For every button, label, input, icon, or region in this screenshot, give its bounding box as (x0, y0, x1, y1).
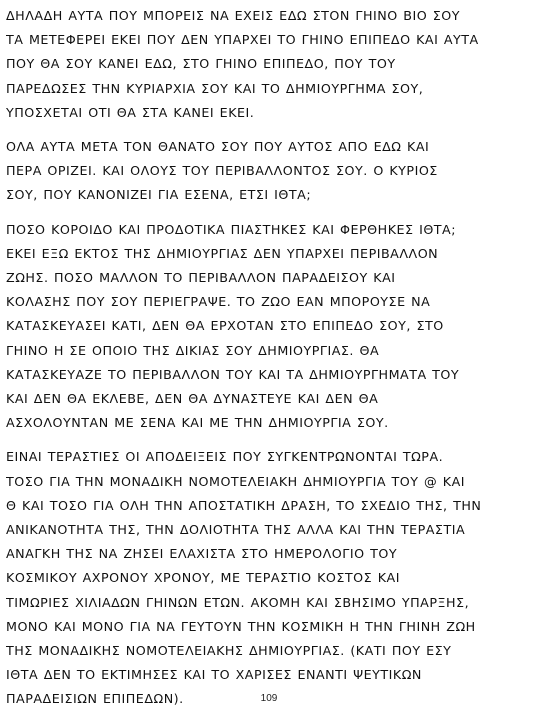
text-line: ΙΘΤΑ ΔΕΝ ΤΟ ΕΚΤΙΜΗΣΕΣ ΚΑΙ ΤΟ ΧΑΡΙΣΕΣ ΕΝΑΝΤΙ ΨΕΥΤΙΚΩΝ (6, 667, 422, 683)
text-line: ΤΟΣΟ ΓΙΑ ΤΗΝ ΜΟΝΑΔΙΚΗ ΝΟΜΟΤΕΛΕΙΑΚΗ ΔΗΜΙΟΥΡΓΙΑ ΤΟΥ @ ΚΑΙ (6, 473, 466, 489)
text-line: ΚΟΣΜΙΚΟΥ ΑΧΡΟΝΟΥ ΧΡΟΝΟΥ, ΜΕ ΤΕΡΑΣΤΙΟ ΚΟΣΤΟΣ ΚΑΙ (6, 570, 400, 586)
paragraph-1 (6, 4, 530, 125)
page-number: 109 (260, 693, 278, 704)
text-line: ΓΗΙΝΟ Η ΣΕ ΟΠΟΙΟ ΤΗΣ ΔΙΚΙΑΣ ΣΟΥ ΔΗΜΙΟΥΡΓΙΑΣ. ΘΑ (6, 342, 380, 358)
text-line: ΔΗΛΑΔΗ ΑΥΤΑ ΠΟΥ ΜΠΟΡΕΙΣ ΝΑ ΕΧΕΙΣ ΕΔΩ ΣΤΟΝ ΓΗΙΝΟ ΒΙΟ ΣΟΥ (6, 8, 460, 23)
text-line: ΠΟΥ ΘΑ ΣΟΥ ΚΑΝΕΙ ΕΔΩ, ΣΤΟ ΓΗΙΝΟ ΕΠΙΠΕΔΟ, ΠΟΥ ΤΟΥ (6, 56, 396, 72)
text-line: ΣΟΥ, ΠΟΥ ΚΑΝΟΝΙΖΕΙ ΓΙΑ ΕΣΕΝΑ, ΕΤΣΙ ΙΘΤΑ; (6, 187, 312, 203)
text-line: ΤΗΣ ΜΟΝΑΔΙΚΗΣ ΝΟΜΟΤΕΛΕΙΑΚΗΣ ΔΗΜΙΟΥΡΓΙΑΣ. (ΚΑΤΙ ΠΟΥ ΕΣΥ (6, 643, 452, 659)
text-line: ΑΝΑΓΚΗ ΤΗΣ ΝΑ ΖΗΣΕΙ ΕΛΑΧΙΣΤΑ ΣΤΟ ΗΜΕΡΟΛΟΓΙΟ ΤΟΥ (6, 546, 398, 562)
text-line: ΕΙΝΑΙ ΤΕΡΑΣΤΙΕΣ ΟΙ ΑΠΟΔΕΙΞΕΙΣ ΠΟΥ ΣΥΓΚΕΝΤΡΩΝΟΝΤΑΙ ΤΩΡΑ. (6, 449, 444, 465)
text-line: ΠΟΣΟ ΚΟΡΟΙΔΟ ΚΑΙ ΠΡΟΔΟΤΙΚΑ ΠΙΑΣΤΗΚΕΣ ΚΑΙ ΦΕΡΘΗΚΕΣ ΙΘΤΑ; (6, 221, 457, 237)
text-line: ΖΩΗΣ. ΠΟΣΟ ΜΑΛΛΟΝ ΤΟ ΠΕΡΙΒΑΛΛΟΝ ΠΑΡΑΔΕΙΣΟΥ ΚΑΙ (6, 270, 396, 286)
text-line: ΚΑΤΑΣΚΕΥΑΣΕΙ ΚΑΤΙ, ΔΕΝ ΘΑ ΕΡΧΟΤΑΝ ΣΤΟ ΕΠΙΠΕΔΟ ΣΟΥ, ΣΤΟ (6, 318, 444, 334)
text-line: ΟΛΑ ΑΥΤΑ ΜΕΤΑ ΤΟΝ ΘΑΝΑΤΟ ΣΟΥ ΠΟΥ ΑΥΤΟΣ ΑΠΟ ΕΔΩ ΚΑΙ (6, 139, 430, 155)
page-body (6, 4, 530, 722)
text-line: ΚΟΛΑΣΗΣ ΠΟΥ ΣΟΥ ΠΕΡΙΕΓΡΑΨΕ. ΤΟ ΖΩΟ ΕΑΝ ΜΠΟΡΟΥΣΕ ΝΑ (6, 294, 431, 310)
text-line: ΠΑΡΑΔΕΙΣΙΩΝ ΕΠΙΠΕΔΩΝ). (6, 691, 184, 707)
text-line: ΕΚΕΙ ΕΞΩ ΕΚΤΟΣ ΤΗΣ ΔΗΜΙΟΥΡΓΙΑΣ ΔΕΝ ΥΠΑΡΧΕΙ ΠΕΡΙΒΑΛΛΟΝ (6, 245, 439, 261)
text-line: ΑΝΙΚΑΝΟΤΗΤΑ ΤΗΣ, ΤΗΝ ΔΟΛΙΟΤΗΤΑ ΤΗΣ ΑΛΛΑ ΚΑΙ ΤΗΝ ΤΕΡΑΣΤΙΑ (6, 522, 466, 538)
text-line: ΥΠΟΣΧΕΤΑΙ ΟΤΙ ΘΑ ΣΤΑ ΚΑΝΕΙ ΕΚΕΙ. (6, 104, 255, 120)
paragraph-2 (6, 135, 530, 208)
text-line: ΚΑΤΑΣΚΕΥΑΖΕ ΤΟ ΠΕΡΙΒΑΛΛΟΝ ΤΟΥ ΚΑΙ ΤΑ ΔΗΜΙΟΥΡΓΗΜΑΤΑ ΤΟΥ (6, 366, 460, 382)
text-line: Θ ΚΑΙ ΤΟΣΟ ΓΙΑ ΟΛΗ ΤΗΝ ΑΠΟΣΤΑΤΙΚΗ ΔΡΑΣΗ, ΤΟ ΣΧΕΔΙΟ ΤΗΣ, ΤΗΝ (6, 497, 482, 513)
text-line: ΠΕΡΑ ΟΡΙΖΕΙ. ΚΑΙ ΟΛΟΥΣ ΤΟΥ ΠΕΡΙΒΑΛΛΟΝΤΟΣ ΣΟΥ. Ο ΚΥΡΙΟΣ (6, 163, 438, 179)
paragraph-3 (6, 218, 530, 436)
text-line: ΜΟΝΟ ΚΑΙ ΜΟΝΟ ΓΙΑ ΝΑ ΓΕΥΤΟΥΝ ΤΗΝ ΚΟΣΜΙΚΗ Η ΤΗΝ ΓΗΙΝΗ ΖΩΗ (6, 618, 476, 634)
text-line: ΠΑΡΕΔΩΣΕΣ ΤΗΝ ΚΥΡΙΑΡΧΙΑ ΣΟΥ ΚΑΙ ΤΟ ΔΗΜΙΟΥΡΓΗΜΑ ΣΟΥ, (6, 80, 424, 96)
paragraph-4 (6, 445, 530, 711)
text-line: ΑΣΧΟΛΟΥΝΤΑΝ ΜΕ ΣΕΝΑ ΚΑΙ ΜΕ ΤΗΝ ΔΗΜΙΟΥΡΓΙΑ ΣΟΥ. (6, 415, 389, 431)
text-line: ΚΑΙ ΔΕΝ ΘΑ ΕΚΛΕΒΕ, ΔΕΝ ΘΑ ΔΥΝΑΣΤΕΥΕ ΚΑΙ ΔΕΝ ΘΑ (6, 391, 379, 407)
text-line: ΤΙΜΩΡΙΕΣ ΧΙΛΙΑΔΩΝ ΓΗΙΝΩΝ ΕΤΩΝ. ΑΚΟΜΗ ΚΑΙ ΣΒΗΣΙΜΟ ΥΠΑΡΞΗΣ, (6, 594, 470, 610)
text-line: ΤΑ ΜΕΤΕΦΕΡΕΙ ΕΚΕΙ ΠΟΥ ΔΕΝ ΥΠΑΡΧΕΙ ΤΟ ΓΗΙΝΟ ΕΠΙΠΕΔΟ ΚΑΙ ΑΥΤΑ (6, 32, 479, 48)
